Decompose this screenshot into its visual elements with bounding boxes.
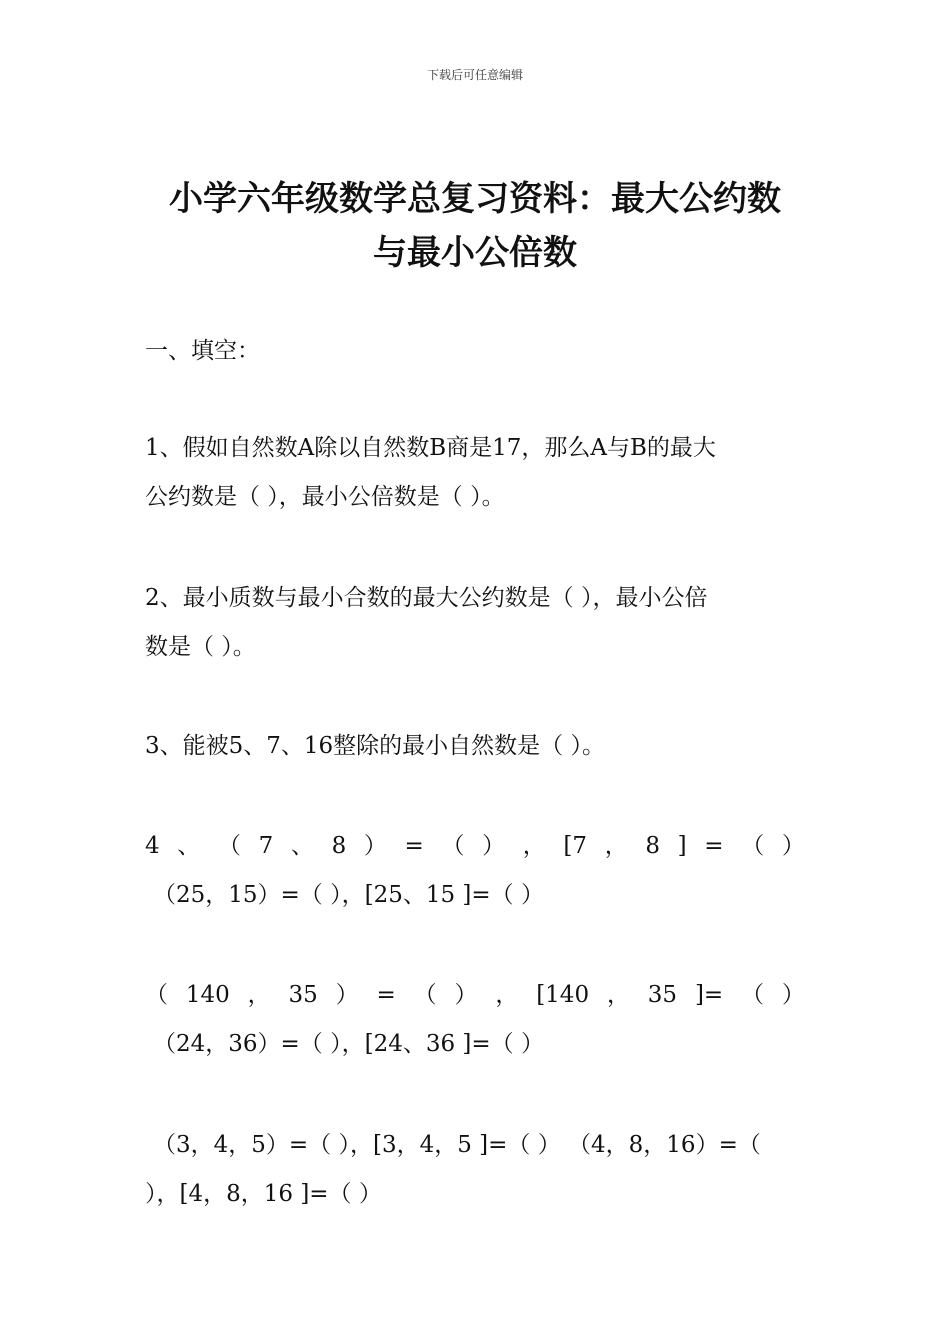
q4-row2-token: （ <box>145 982 168 1008</box>
q4-row2-token: ， <box>495 982 519 1008</box>
question-4-row-3a: （3，4，5）=（ ），[3，4，5 ]=（ ） （4，8，16）=（ <box>153 1132 761 1158</box>
q4-row1-token: （ <box>441 833 465 859</box>
section-heading <box>145 327 810 376</box>
question-4-row-2b: （24，36）=（ ），[24、36 ]=（ ） <box>153 1031 544 1057</box>
q4-row2-token: 35 <box>647 982 678 1008</box>
question-2-line-2: 数是（ ）。 <box>145 634 256 660</box>
q4-row2-token: = <box>376 982 396 1008</box>
q4-row1-token: 8 <box>645 833 660 859</box>
question-3-line-1: 3、能被5、7、16整除的最小自然数是（ ）。 <box>145 733 605 759</box>
q4-row2-token: ， <box>247 982 271 1008</box>
header-note: 下载后可任意编辑 <box>426 68 523 82</box>
q4-row1-token: ] <box>677 833 687 859</box>
q4-row1-token: ） <box>781 833 805 859</box>
q4-row2-token: 140 <box>185 982 230 1008</box>
page-title <box>140 172 810 280</box>
question-4-row-2a <box>145 971 805 1020</box>
question-1 <box>145 424 810 522</box>
q4-row2-token: ， <box>606 982 630 1008</box>
q4-row1-token: = <box>404 833 424 859</box>
q4-row2-token: ） <box>454 982 478 1008</box>
q4-row1-token: ， <box>522 833 546 859</box>
q4-row1-token: （ <box>217 833 241 859</box>
question-1-line-2: 公约数是（ ），最小公倍数是（ ）。 <box>145 484 505 510</box>
q4-row1-token: 、 <box>290 833 314 859</box>
question-4-group-3 <box>145 1121 810 1219</box>
q4-row1-token: ， <box>604 833 628 859</box>
q4-row2-token: （ <box>741 982 765 1008</box>
q4-row1-token: 7 <box>258 833 274 859</box>
q4-row1-token: = <box>704 833 724 859</box>
question-4-row-3b: ），[4，8，16 ]=（ ） <box>145 1181 382 1207</box>
q4-row1-token: （ <box>741 833 765 859</box>
q4-row1-token: ） <box>363 833 387 859</box>
question-1-line-1: 1、假如自然数A除以自然数B商是17，那么A与B的最大 <box>145 435 716 461</box>
q4-row2-token: [140 <box>536 982 590 1008</box>
question-2 <box>145 574 810 672</box>
q4-row2-token: ]= <box>694 982 724 1008</box>
q4-row1-token: 、 <box>177 833 201 859</box>
page-title-line-1: 小学六年级数学总复习资料：最大公约数 <box>169 179 781 219</box>
q4-row1-token: ） <box>482 833 506 859</box>
page-title-line-2: 与最小公倍数 <box>373 233 577 273</box>
question-4-group-2 <box>145 971 810 1069</box>
question-4-group-1 <box>145 822 810 920</box>
q4-row1-token: [7 <box>563 833 588 859</box>
q4-row1-token: 8 <box>331 833 347 859</box>
q4-row2-token: ） <box>335 982 359 1008</box>
q4-row2-token: （ <box>413 982 437 1008</box>
section-heading-text: 一、填空： <box>145 338 260 364</box>
question-2-line-1: 2、最小质数与最小合数的最大公约数是（ ），最小公倍 <box>145 585 708 611</box>
q4-row2-token: ） <box>781 982 805 1008</box>
question-3 <box>145 722 810 771</box>
question-4-row-1b: （25，15）=（ ），[25、15 ]=（ ） <box>153 882 544 908</box>
q4-row1-token: 4 <box>145 833 160 859</box>
q4-row2-token: 35 <box>288 982 318 1008</box>
question-4-row-1a <box>145 822 805 871</box>
